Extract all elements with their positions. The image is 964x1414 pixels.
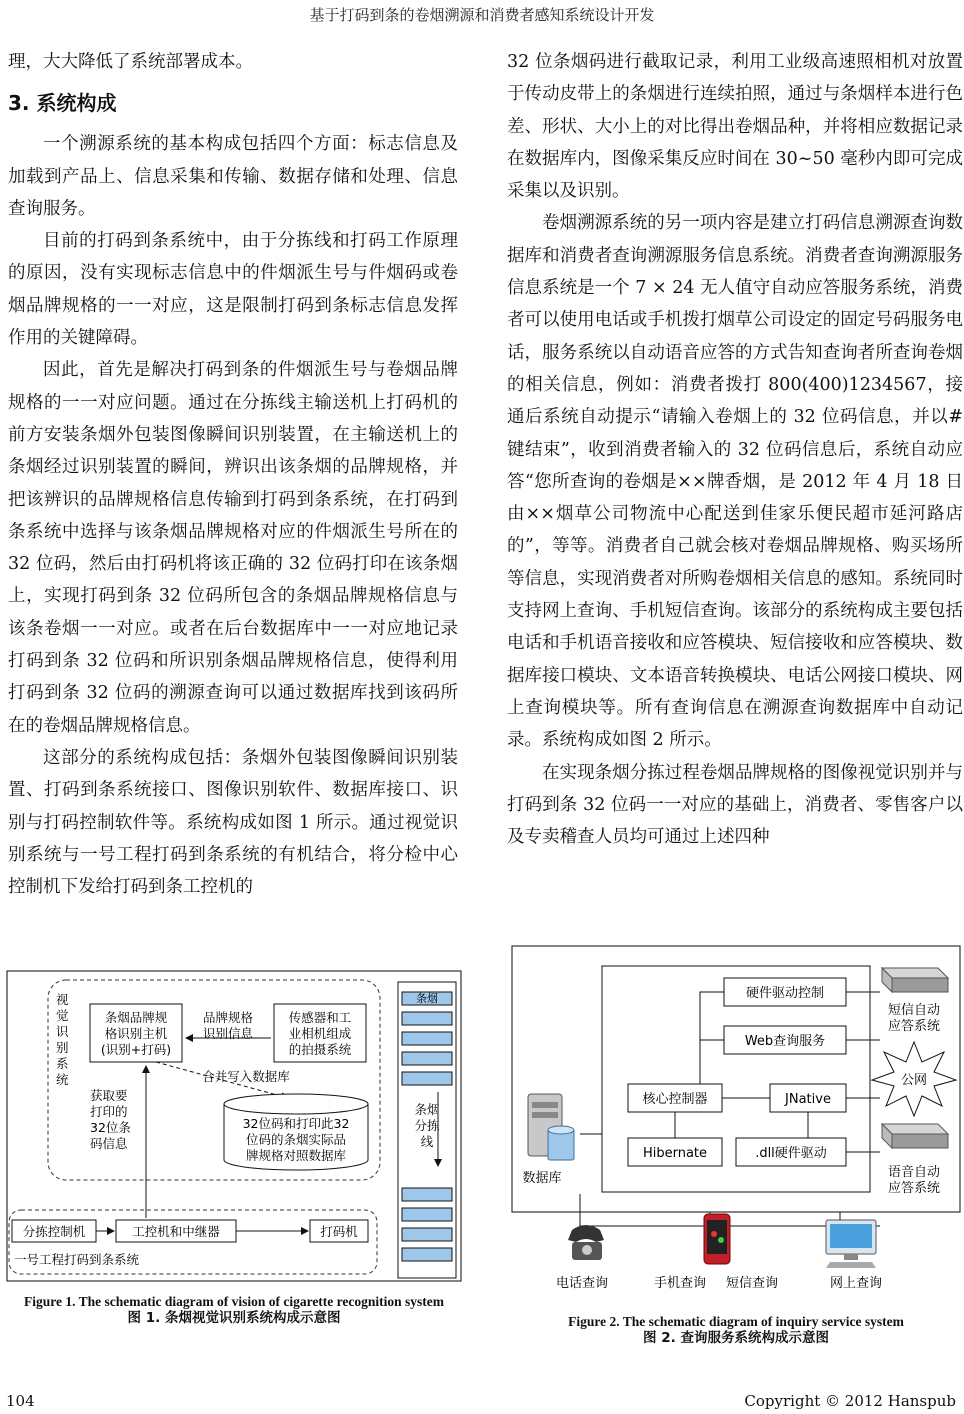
svg-text:格识别主机: 格识别主机 bbox=[104, 1026, 168, 1041]
right-column bbox=[507, 46, 963, 853]
left-column bbox=[8, 46, 458, 903]
svg-text:条烟: 条烟 bbox=[414, 1102, 440, 1117]
page-number: 104 bbox=[6, 1392, 35, 1410]
paragraph: 在实现条烟分拣过程卷烟品牌规格的图像视觉识别并与打码到条 32 位码一一对应的基础上，消费者、零售客户以及专卖稽查人员均可通过上述四种 bbox=[507, 762, 963, 848]
voice-server-icon bbox=[882, 1124, 948, 1148]
svg-text:JNative: JNative bbox=[785, 1092, 831, 1107]
svg-text:传感器和工: 传感器和工 bbox=[288, 1010, 352, 1025]
svg-text:码信息: 码信息 bbox=[90, 1136, 128, 1151]
svg-text:条烟: 条烟 bbox=[416, 992, 438, 1005]
svg-text:语音自动: 语音自动 bbox=[887, 1165, 941, 1180]
svg-text:32位条: 32位条 bbox=[90, 1120, 131, 1135]
svg-text:系: 系 bbox=[56, 1056, 69, 1071]
svg-text:视: 视 bbox=[56, 992, 69, 1007]
svg-text:位码的条烟实际品: 位码的条烟实际品 bbox=[245, 1132, 347, 1147]
svg-text:短信自动: 短信自动 bbox=[887, 1003, 941, 1018]
figure-1 bbox=[6, 970, 462, 1282]
computer-icon bbox=[826, 1220, 876, 1268]
svg-text:打码机: 打码机 bbox=[320, 1224, 358, 1239]
caption-en: Figure 1. The schematic diagram of vision of cigarette recognition system bbox=[23, 1294, 445, 1309]
svg-text:网上查询: 网上查询 bbox=[829, 1276, 883, 1291]
svg-text:手机查询: 手机查询 bbox=[653, 1276, 707, 1291]
svg-text:核心控制器: 核心控制器 bbox=[642, 1092, 708, 1107]
caption-en: Figure 2. The schematic diagram of inquiry service system bbox=[568, 1314, 904, 1329]
svg-text:牌规格对照数据库: 牌规格对照数据库 bbox=[245, 1148, 347, 1163]
svg-text:线: 线 bbox=[420, 1134, 434, 1149]
copyright: Copyright © 2012 Hanspub bbox=[744, 1392, 956, 1410]
sms-server-icon bbox=[882, 968, 948, 992]
svg-text:应答系统: 应答系统 bbox=[887, 1019, 941, 1034]
paragraph: 目前的打码到条系统中，由于分拣线和打码工作原理的原因，没有实现标志信息中的件烟派生号与件烟码或卷烟品牌规格的一一对应，这是限制打码到条标志信息发挥作用的关键障碍。 bbox=[8, 231, 458, 349]
svg-text:统: 统 bbox=[56, 1072, 69, 1087]
caption-zh: 图 1. 条烟视觉识别系统构成示意图 bbox=[127, 1310, 341, 1326]
svg-text:32位码和打印此32: 32位码和打印此32 bbox=[242, 1116, 350, 1131]
svg-text:业相机组成: 业相机组成 bbox=[288, 1026, 352, 1041]
svg-text:.dll硬件驱动: .dll硬件驱动 bbox=[755, 1146, 827, 1161]
database-server-icon bbox=[528, 1094, 574, 1160]
svg-text:识: 识 bbox=[56, 1024, 69, 1039]
svg-text:获取要: 获取要 bbox=[90, 1088, 128, 1103]
paragraph: 因此，首先是解决打码到条的件烟派生号与卷烟品牌规格的一一对应问题。通过在分拣线主输送机上打码机的前方安装条烟外包装图像瞬间识别装置，在主输送机上的条烟经过识别装置的瞬间，辨识出该条烟的品牌规格，并把该辨识的品牌规格信息传输到打码到条系统，在打码到条系统中选择与该条烟品牌规格对应的件烟派生号所在的 32 位码，然后由打码机将该正确的 32 位码打印在该条烟上，实现打码到条 32 位码所包含的条烟品牌规格信息与该条卷烟一一对应。或者在后台数据库中一一对应地记录打码到条 32 位码和所识别条烟品牌规格信息，使得利用打码到条 32 位码的溯源查询可以通过数据库找到该码所在的卷烟品牌规格信息。 bbox=[8, 360, 458, 736]
database-cylinder bbox=[224, 1094, 368, 1170]
svg-text:应答系统: 应答系统 bbox=[887, 1181, 941, 1196]
svg-text:的拍摄系统: 的拍摄系统 bbox=[288, 1042, 352, 1057]
caption-zh: 图 2. 查询服务系统构成示意图 bbox=[643, 1330, 829, 1346]
svg-text:品牌规格: 品牌规格 bbox=[202, 1010, 254, 1025]
running-head: 基于打码到条的卷烟溯源和消费者感知系统设计开发 bbox=[309, 6, 655, 24]
database-label: 数据库 bbox=[522, 1171, 562, 1186]
paragraph: 32 位条烟码进行截取记录，利用工业级高速照相机对放置于传动皮带上的条烟进行连续拍照，通过与条烟样本进行色差、形状、大小上的对比得出卷烟品种，并将相应数据记录在数据库内，图像采集反应时间在 30~50 毫秒内即可完成采集以及识别。 bbox=[507, 52, 963, 202]
vision-system-label bbox=[56, 992, 69, 1087]
svg-text:合并写入数据库: 合并写入数据库 bbox=[202, 1069, 290, 1084]
svg-text:分拣: 分拣 bbox=[414, 1118, 440, 1133]
svg-text:一号工程打码到条系统: 一号工程打码到条系统 bbox=[14, 1252, 140, 1267]
paragraph: 卷烟溯源系统的另一项内容是建立打码信息溯源查询数据库和消费者查询溯源服务信息系统。消费者查询溯源服务信息系统是一个 7 × 24 无人值守自动应答服务系统，消费者可以使用电话或手机拨打烟草公司设定的固定号码服务电话，服务系统以自动语音应答的方式告知查询者所查询卷烟的相关信息，例如：消费者拨打 800(400)1234567，接通后系统自动提示“请输入卷烟上的 32 位码信息，并以#键结束”，收到消费者输入的 32 位码信息后，系统自动应答“您所查询的卷烟是××牌香烟，是 2012 年 4 月 18 日由××烟草公司物流中心配送到佳家乐便民超市延河路店的”，等等。消费者自己就会核对卷烟品牌规格、购买场所等信息，实现消费者对所购卷烟相关信息的感知。系统同时支持网上查询、手机短信查询。该部分的系统构成主要包括电话和手机语音接收和应答模块、短信接收和应答模块、数据库接口模块、文本语音转换模块、电话公网接口模块、网上查询模块等。所有查询信息在溯源查询数据库中自动记录。系统构成如图 2 所示。 bbox=[507, 213, 963, 751]
svg-text:Hibernate: Hibernate bbox=[642, 1146, 708, 1161]
paragraph: 这部分的系统构成包括：条烟外包装图像瞬间识别装置、打码到条系统接口、图像识别软件、数据库接口、识别与打码控制软件等。系统构成如图 1 所示。通过视觉识别系统与一号工程打码到条系统的有机结合，将分检中心控制机下发给打码到条工控机的 bbox=[8, 747, 458, 898]
svg-text:电话查询: 电话查询 bbox=[555, 1276, 609, 1291]
figure-2-caption bbox=[510, 1313, 962, 1347]
svg-text:工控机和中继器: 工控机和中继器 bbox=[132, 1224, 220, 1239]
mobile-phone-icon bbox=[704, 1214, 730, 1264]
svg-text:打印的: 打印的 bbox=[90, 1104, 128, 1119]
svg-text:短信查询: 短信查询 bbox=[725, 1276, 779, 1291]
svg-text:别: 别 bbox=[56, 1040, 69, 1055]
paragraph: 理，大大降低了系统部署成本。 bbox=[8, 52, 253, 72]
svg-text:(识别+打码): (识别+打码) bbox=[100, 1042, 172, 1057]
section-title: 3. 系统构成 bbox=[8, 91, 117, 116]
svg-text:识别信息: 识别信息 bbox=[202, 1026, 254, 1041]
svg-text:Web查询服务: Web查询服务 bbox=[744, 1034, 826, 1049]
telephone-icon bbox=[568, 1225, 604, 1260]
svg-text:条烟品牌规: 条烟品牌规 bbox=[104, 1010, 168, 1025]
svg-text:觉: 觉 bbox=[56, 1008, 69, 1023]
svg-text:分拣控制机: 分拣控制机 bbox=[22, 1224, 86, 1239]
figure-2 bbox=[510, 944, 962, 1300]
paragraph: 一个溯源系统的基本构成包括四个方面：标志信息及加载到产品上、信息采集和传输、数据存储和处理、信息查询服务。 bbox=[8, 134, 458, 219]
figure-1-caption bbox=[6, 1293, 462, 1327]
svg-text:硬件驱动控制: 硬件驱动控制 bbox=[745, 986, 825, 1001]
svg-text:公网: 公网 bbox=[900, 1073, 928, 1088]
